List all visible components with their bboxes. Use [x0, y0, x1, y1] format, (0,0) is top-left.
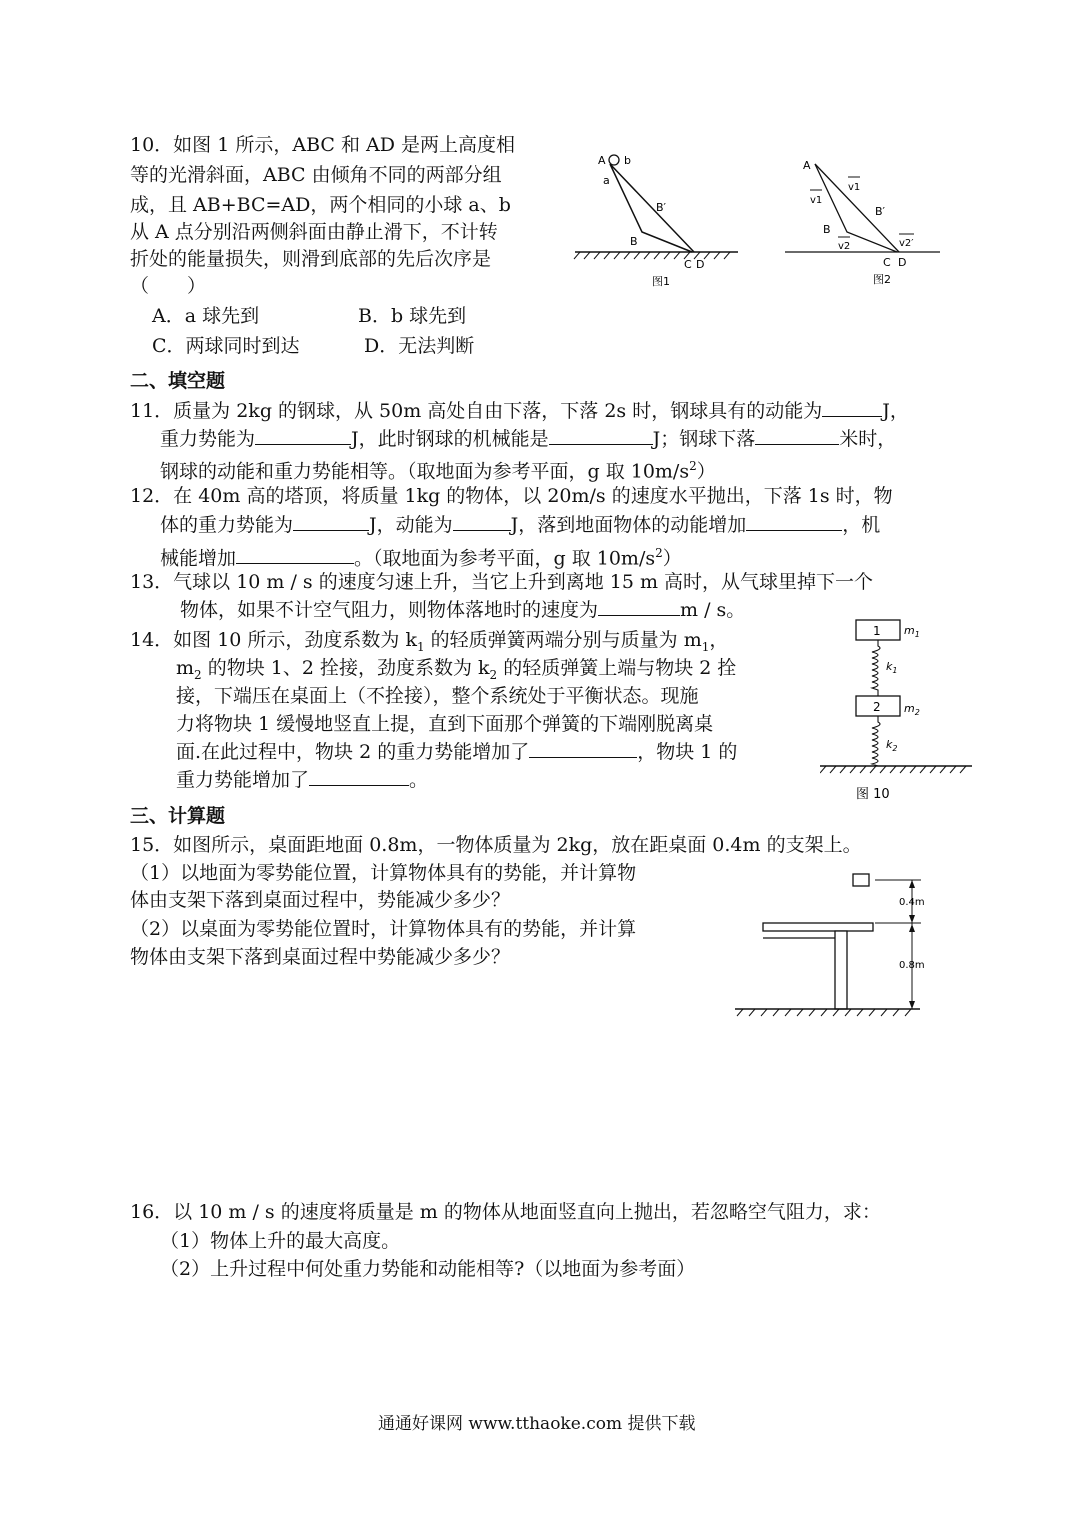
q14-line-6: 重力势能增加了 。 [176, 769, 429, 791]
object-icon [853, 874, 869, 886]
q12-line-2: 体的重力势能为 J，动能为 J，落到地面物体的动能增加 ，机 [160, 514, 881, 536]
q10-option-c: C．两球同时到达 [152, 335, 300, 357]
q13-line-2: 物体，如果不计空气阻力，则物体落地时的速度为 m / s。 [180, 599, 746, 621]
q10-line-2: 等的光滑斜面，ABC 由倾角不同的两部分组 [130, 164, 502, 186]
section-calc-heading: 三、计算题 [130, 805, 226, 827]
fig1-caption: 图1 [652, 275, 670, 288]
figure-10-springs [820, 616, 980, 806]
fig1-label-b: b [624, 154, 631, 167]
fig10-m1: $m_1$ [904, 624, 920, 639]
table-top-icon [763, 923, 873, 931]
q10-option-a: A．a 球先到 [152, 305, 260, 327]
q10-line-4: 从 A 点分别沿两侧斜面由静止滑下，不计转 [130, 221, 498, 243]
q16-line-2: （1）物体上升的最大高度。 [160, 1230, 401, 1252]
fig2-label-bprime: B′ [875, 205, 886, 218]
figure-1-incline [570, 148, 745, 293]
table-leg-icon [835, 931, 847, 1009]
fig1-label-bb: B [630, 235, 638, 248]
figure-2-incline [785, 148, 945, 293]
fig10-block-2: 2 [873, 700, 881, 714]
q10-line-5: 折处的能量损失，则滑到底部的先后次序是 [130, 248, 492, 270]
q12-line-1: 12．在 40m 高的塔顶，将质量 1kg 的物体，以 20m/s 的速度水平抛出，下落 1s 时，物 [130, 485, 893, 507]
q11-line-2: 重力势能为 J，此时钢球的机械能是 J；钢球下落 米时， [160, 428, 897, 450]
fig10-block-1: 1 [873, 624, 881, 638]
q10-option-b: B．b 球先到 [358, 305, 467, 327]
q15-line-3: 体由支架下落到桌面过程中，势能减少多少？ [130, 889, 511, 911]
q11-line-3: 钢球的动能和重力势能相等。（取地面为参考平面，g 取 $10m/s^2$） [160, 459, 716, 483]
fig2-label-v1-left: v1 [810, 195, 823, 206]
q14-line-4: 力将物块 1 缓慢地竖直上提，直到下面那个弹簧的下端刚脱离桌 [176, 713, 714, 735]
fig1-label-a: A [598, 154, 606, 167]
fig1-label-d: D [696, 258, 705, 271]
q11-line-1: 11．质量为 2kg 的钢球，从 50m 高处自由下落，下落 2s 时，钢球具有的动能为 J， [130, 400, 909, 422]
spring-k2-icon [872, 716, 880, 766]
fig2-label-v1-top: v1 [848, 182, 861, 193]
q12-line-3: 械能增加 。（取地面为参考平面，g 取 $10m/s^2$） [160, 546, 682, 570]
spring-k1-icon [872, 640, 880, 696]
fig-table-h2: 0.8m [899, 960, 925, 971]
fig2-label-b: B [823, 223, 831, 236]
fig10-k1: $k_1$ [886, 660, 898, 675]
q14-line-3: 接，下端压在桌面上（不拴接），整个系统处于平衡状态。现施 [176, 685, 699, 707]
q14-line-2: $m_2$ 的物块 1、2 拴接，劲度系数为 $k_2$ 的轻质弹簧上端与物块 2 拴 [176, 657, 737, 682]
fig1-label-bprime: B′ [656, 201, 667, 214]
q16-line-3: （2）上升过程中何处重力势能和动能相等?（以地面为参考面） [160, 1258, 696, 1280]
fig2-caption: 图2 [873, 273, 891, 286]
q15-line-5: 物体由支架下落到桌面过程中势能减少多少？ [130, 946, 511, 968]
fig1-label-c: C [684, 258, 692, 271]
q14-line-1: 14．如图 10 所示，劲度系数为 $k_1$ 的轻质弹簧两端分别与质量为 $m_1$， [130, 629, 729, 654]
q10-line-3: 成，且 AB+BC=AD，两个相同的小球 a、b [130, 194, 511, 216]
fig2-label-v2prime: v2′ [899, 238, 914, 249]
q10-line-1: 10．如图 1 所示，ABC 和 AD 是两上高度相 [130, 134, 515, 156]
fig10-m2: $m_2$ [904, 702, 920, 717]
q10-line-6: （ ） [130, 275, 207, 297]
fig2-label-d: D [898, 256, 907, 269]
q15-line-2: （1）以地面为零势能位置，计算物体具有的势能，并计算物 [130, 862, 637, 884]
section-fill-in-heading: 二、填空题 [130, 370, 226, 392]
q15-line-4: （2）以桌面为零势能位置时，计算物体具有的势能，并计算 [130, 918, 637, 940]
fig1-label-ball-a: a [603, 174, 610, 187]
fig10-caption: 图 10 [856, 787, 890, 802]
q14-line-5: 面.在此过程中，物块 2 的重力势能增加了 ，物块 1 的 [176, 741, 738, 763]
fig2-label-v2: v2 [838, 241, 851, 252]
fig2-label-a: A [803, 159, 811, 172]
q10-option-d: D．无法判断 [364, 335, 475, 357]
fig-table-h1: 0.4m [899, 897, 925, 908]
q13-line-1: 13．气球以 10 m / s 的速度匀速上升，当它上升到离地 15 m 高时，从气球里掉下一个 [130, 571, 874, 593]
fig2-label-c: C [883, 256, 891, 269]
figure-table [735, 868, 955, 1023]
q16-line-1: 16．以 10 m / s 的速度将质量是 m 的物体从地面竖直向上抛出，若忽略空气阻力，求： [130, 1201, 881, 1223]
ball-b-icon [609, 155, 619, 165]
footer-credit: 通通好课网 www.tthaoke.com 提供下载 [378, 1414, 696, 1434]
fig10-k2: $k_2$ [886, 738, 898, 753]
q15-line-1: 15．如图所示，桌面距地面 0.8m，一物体质量为 2kg，放在距桌面 0.4m 的支架上。 [130, 834, 862, 856]
